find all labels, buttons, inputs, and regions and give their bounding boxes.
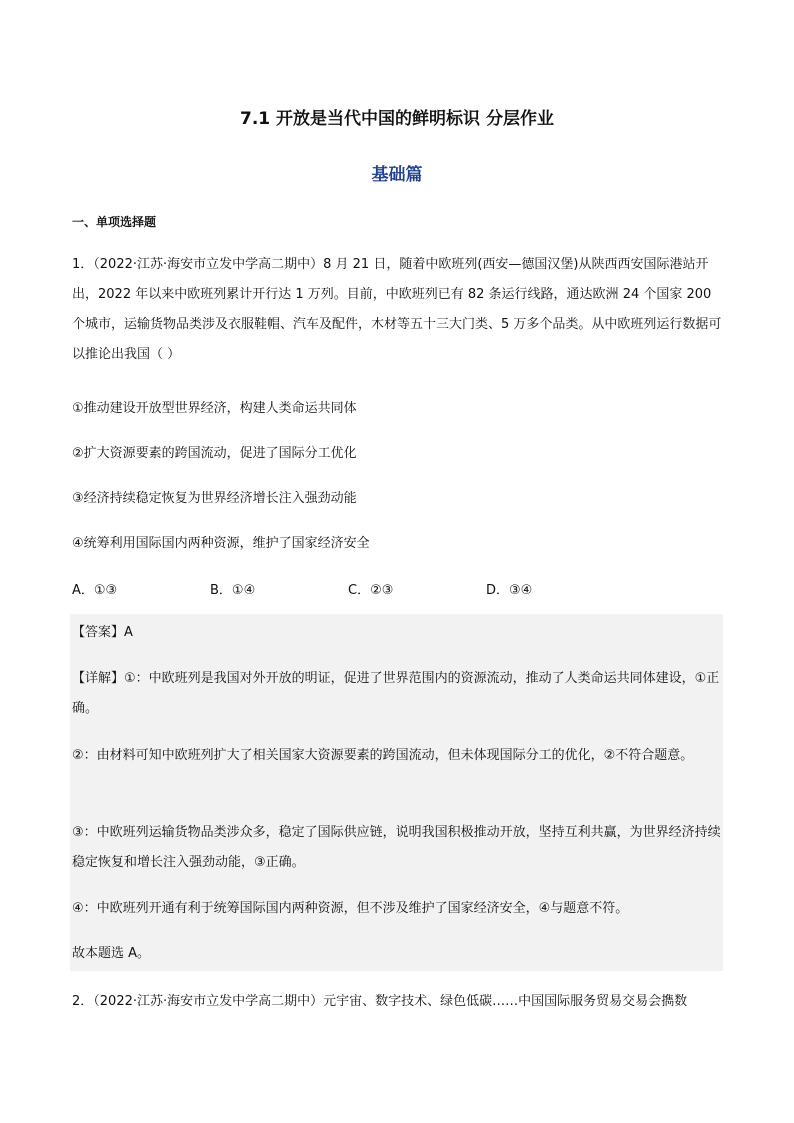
- choice-b: B．①④: [210, 583, 256, 598]
- choice-d: D．③④: [486, 583, 533, 598]
- page-title: 7.1 开放是当代中国的鲜明标识 分层作业: [240, 109, 554, 129]
- answer-line: 【答案】A: [72, 625, 133, 640]
- question-1-text: 1．（2022·江苏·海安市立发中学高二期中）8 月 21 日，随着中欧班列(西安—德国汉堡)从陕西西安国际港站开出，2022 年以来中欧班列累计开行达 1 万列。目前，中欧班列已有 82 条运行线路，通达欧洲 24 个国家 200 个城市，运输货物品类涉及衣服鞋帽、汽车及配件，木材等五十三大门类、5 万多个品类。从中欧班列运行数据可以推论出我国（ ）: [72, 257, 722, 362]
- question-1-option-1: ①推动建设开放型世界经济，构建人类命运共同体: [72, 401, 357, 416]
- question-1-option-2: ②扩大资源要素的跨国流动，促进了国际分工优化: [72, 446, 357, 461]
- question-2-text: 2．（2022·江苏·海安市立发中学高二期中）元宇宙、数字技术、绿色低碳……中国国际服务贸易交易会擕数: [72, 994, 688, 1009]
- explain-conclusion: 故本题选 A。: [72, 946, 151, 961]
- explain-3: ③：中欧班列运输货物品类涉众多，稳定了国际供应链，说明我国积极推动开放，坚持互利共赢，为世界经济持续稳定恢复和增长注入强劲动能，③正确。: [72, 825, 721, 870]
- explain-2: ②：由材料可知中欧班列扩大了相关国家大资源要素的跨国流动，但未体现国际分工的优化，②不符合题意。: [72, 748, 694, 763]
- question-1-option-3: ③经济持续稳定恢复为世界经济增长注入强劲动能: [72, 491, 357, 506]
- choice-a: A．①③: [72, 583, 118, 598]
- choice-c: C．②③: [348, 583, 394, 598]
- explain-4: ④：中欧班列开通有利于统筹国际国内两种资源，但不涉及维护了国家经济安全，④与题意不符。: [72, 901, 629, 916]
- section-heading: 一、单项选择题: [72, 215, 157, 229]
- explain-1: 【详解】①：中欧班列是我国对外开放的明证，促进了世界范围内的资源流动，推动了人类命运共同体建设，①正确。: [72, 671, 720, 716]
- question-1-choices: [72, 579, 722, 598]
- page-subtitle: 基础篇: [371, 165, 423, 185]
- question-1-option-4: ④统筹利用国际国内两种资源，维护了国家经济安全: [72, 536, 370, 551]
